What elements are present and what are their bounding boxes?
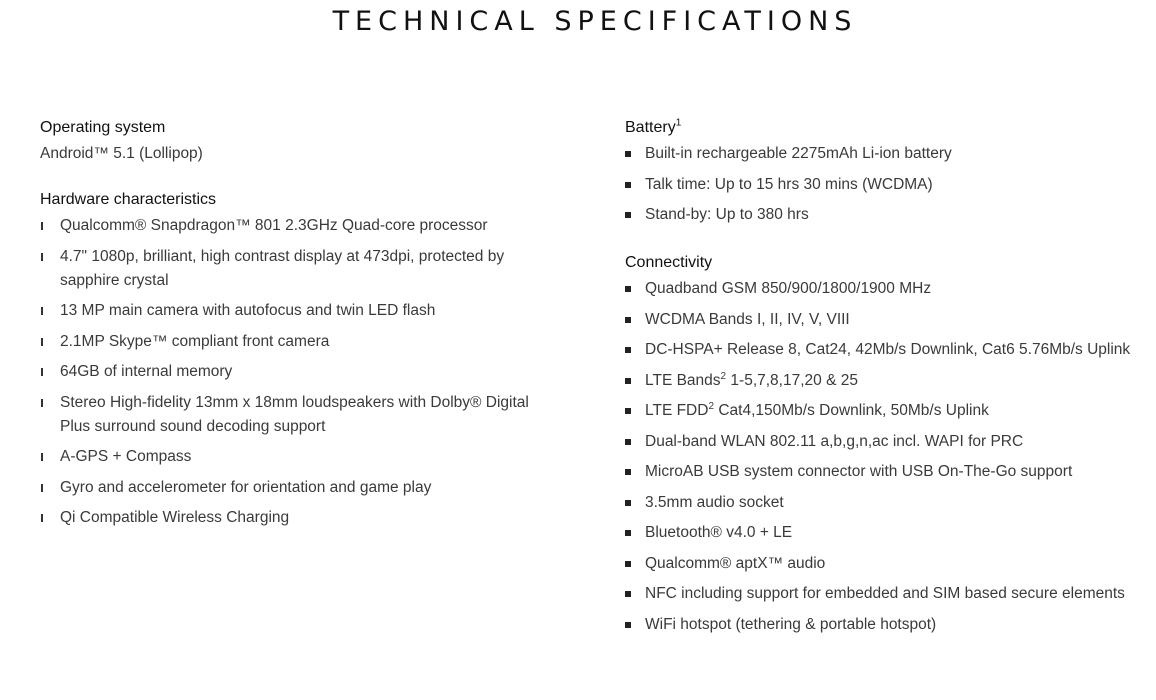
connectivity-heading: Connectivity	[625, 254, 713, 271]
hardware-section	[40, 188, 560, 530]
connectivity-section	[625, 251, 1145, 637]
hardware-heading: Hardware characteristics	[40, 191, 217, 208]
battery-heading: Battery$^1$	[625, 117, 682, 136]
page-title: TECHNICAL SPECIFICATIONS	[332, 6, 858, 37]
battery-section	[625, 116, 1145, 227]
footnote-marker: 2	[720, 370, 727, 382]
list-item: Qi Compatible Wireless Charging	[40, 506, 560, 530]
list-item: Gyro and accelerometer for orientation and game play	[40, 476, 560, 500]
right-column	[625, 116, 1145, 651]
list-item: 4.7" 1080p, brilliant, high contrast display at 473dpi, protected by sapphire crystal	[40, 245, 560, 293]
list-item: MicroAB USB system connector with USB On-The-Go support	[625, 460, 1145, 484]
list-item: NFC including support for embedded and SIM based secure elements	[625, 582, 1145, 606]
list-item: Dual-band WLAN 802.11 a,b,g,n,ac incl. WAPI for PRC	[625, 430, 1145, 454]
list-item: LTE FDD$^2$ Cat4,150Mb/s Downlink, 50Mb/s Uplink	[625, 399, 1145, 423]
list-item: 13 MP main camera with autofocus and twin LED flash	[40, 299, 560, 323]
connectivity-list	[625, 277, 1145, 637]
list-item: Stand-by: Up to 380 hrs	[625, 203, 1145, 227]
footnote-marker: 2	[708, 400, 715, 412]
os-heading: Operating system	[40, 119, 166, 136]
os-value: Android™ 5.1 (Lollipop)	[40, 145, 203, 162]
footnote-marker: 1	[675, 117, 682, 129]
list-item: DC-HSPA+ Release 8, Cat24, 42Mb/s Downlink, Cat6 5.76Mb/s Uplink	[625, 338, 1145, 362]
list-item: Talk time: Up to 15 hrs 30 mins (WCDMA)	[625, 173, 1145, 197]
list-item: 3.5mm audio socket	[625, 491, 1145, 515]
list-item: 2.1MP Skype™ compliant front camera	[40, 330, 560, 354]
list-item: WiFi hotspot (tethering & portable hotspot)	[625, 613, 1145, 637]
list-item: Stereo High-fidelity 13mm x 18mm loudspeakers with Dolby® Digital Plus surround sound decoding support	[40, 391, 560, 439]
left-column	[40, 116, 560, 544]
list-item: Built-in rechargeable 2275mAh Li-ion battery	[625, 142, 1145, 166]
list-item: Qualcomm® aptX™ audio	[625, 552, 1145, 576]
list-item: 64GB of internal memory	[40, 360, 560, 384]
os-section	[40, 116, 560, 166]
list-item: A-GPS + Compass	[40, 445, 560, 469]
list-item: Quadband GSM 850/900/1800/1900 MHz	[625, 277, 1145, 301]
hardware-list	[40, 214, 560, 530]
list-item: Qualcomm® Snapdragon™ 801 2.3GHz Quad-core processor	[40, 214, 560, 238]
list-item: Bluetooth® v4.0 + LE	[625, 521, 1145, 545]
list-item: LTE Bands$^2$ 1-5,7,8,17,20 & 25	[625, 369, 1145, 393]
battery-list	[625, 142, 1145, 227]
list-item: WCDMA Bands I, II, IV, V, VIII	[625, 308, 1145, 332]
